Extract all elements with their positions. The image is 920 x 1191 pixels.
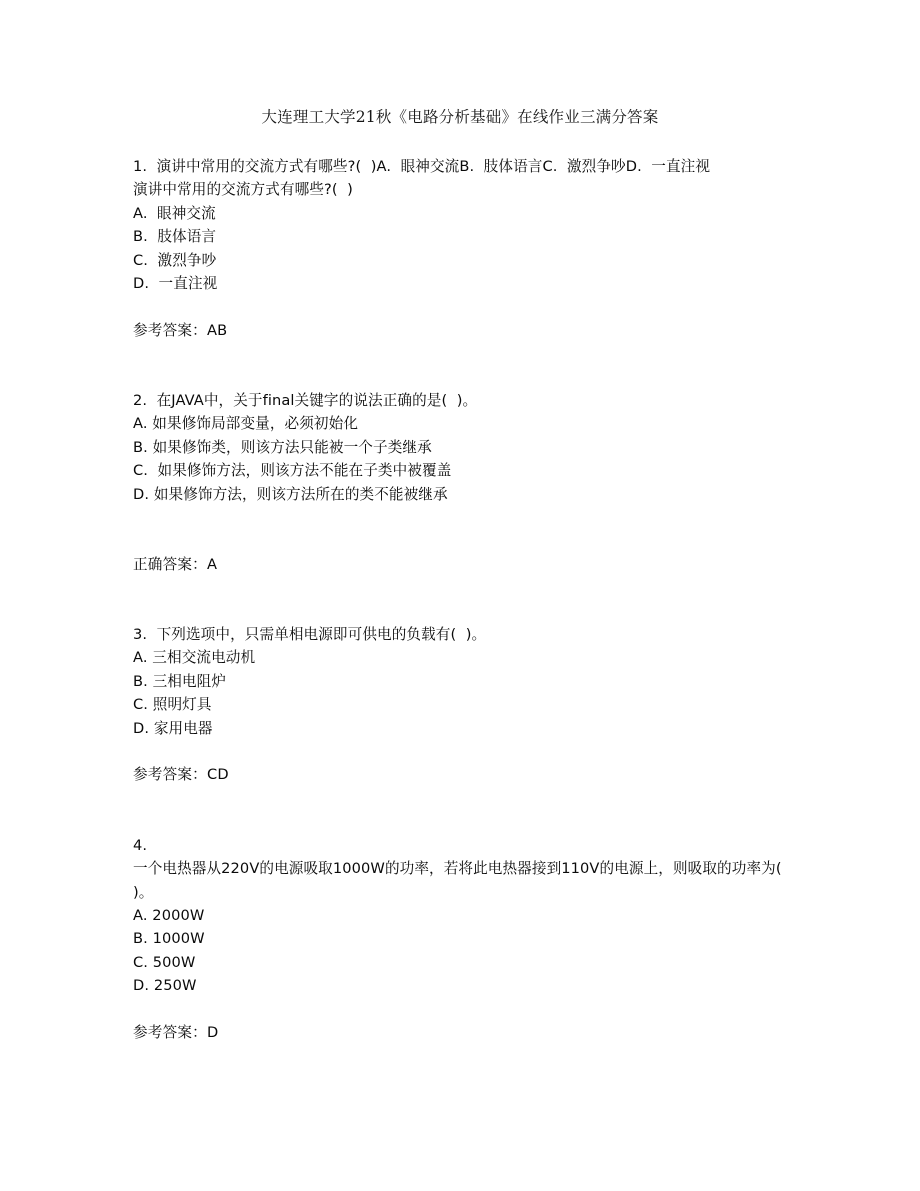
question-stem-inline: 2. 在JAVA中，关于final关键字的说法正确的是( )。 (133, 392, 478, 410)
page-title: 大连理工大学21秋《电路分析基础》在线作业三满分答案 (261, 108, 659, 126)
question-answer: 参考答案：D (133, 1023, 219, 1041)
document-body (133, 155, 792, 1044)
question-gap (133, 342, 788, 389)
question-option-c: C. 照明灯具 (133, 696, 212, 714)
question-option-d: D. 家用电器 (133, 719, 213, 737)
question-option-a: A. 眼神交流 (133, 204, 216, 222)
question-answer: 参考答案：CD (133, 766, 229, 784)
blank-line (133, 740, 788, 763)
question-stem-inline: 3. 下列选项中，只需单相电源即可供电的负载有( )。 (133, 626, 487, 644)
question-stem-inline: 1. 演讲中常用的交流方式有哪些?( )A. 眼神交流B. 肢体语言C. 激烈争吵D. 一直注视 (133, 158, 711, 175)
question-option-c: C. 500W (133, 953, 196, 971)
question-option-a: A. 2000W (133, 906, 205, 924)
question-number: 4. (133, 836, 148, 854)
question-option-a: A. 三相交流电动机 (133, 649, 256, 667)
question-option-d: D. 一直注视 (133, 275, 218, 293)
question-option-a: A. 如果修饰局部变量，必须初始化 (133, 415, 359, 433)
question-gap (133, 576, 788, 623)
blank-line (133, 998, 788, 1021)
question-stem-repeat: 一个电热器从220V的电源吸取1000W的功率，若将此电热器接到110V的电源上，则吸取的功率为( )。 (133, 860, 792, 901)
question-stem-repeat: 演讲中常用的交流方式有哪些?( ) (133, 181, 353, 199)
question-block-3 (133, 623, 788, 787)
question-block-1 (133, 155, 788, 342)
blank-line (133, 295, 788, 318)
question-option-d: D. 250W (133, 977, 197, 995)
question-option-b: B. 三相电阻炉 (133, 672, 227, 690)
question-answer: 参考答案：AB (133, 321, 228, 339)
question-option-c: C. 如果修饰方法，则该方法不能在子类中被覆盖 (133, 462, 452, 480)
question-answer: 正确答案：A (133, 555, 218, 573)
question-option-b: B. 如果修饰类，则该方法只能被一个子类继承 (133, 438, 432, 456)
question-option-d: D. 如果修饰方法，则该方法所在的类不能被继承 (133, 485, 448, 503)
question-block-2 (133, 389, 788, 576)
question-gap (133, 787, 788, 834)
question-option-b: B. 1000W (133, 930, 205, 948)
question-option-c: C. 激烈争吵 (133, 251, 217, 269)
blank-line (133, 506, 788, 553)
question-option-b: B. 肢体语言 (133, 228, 217, 246)
question-block-4 (133, 834, 792, 1045)
